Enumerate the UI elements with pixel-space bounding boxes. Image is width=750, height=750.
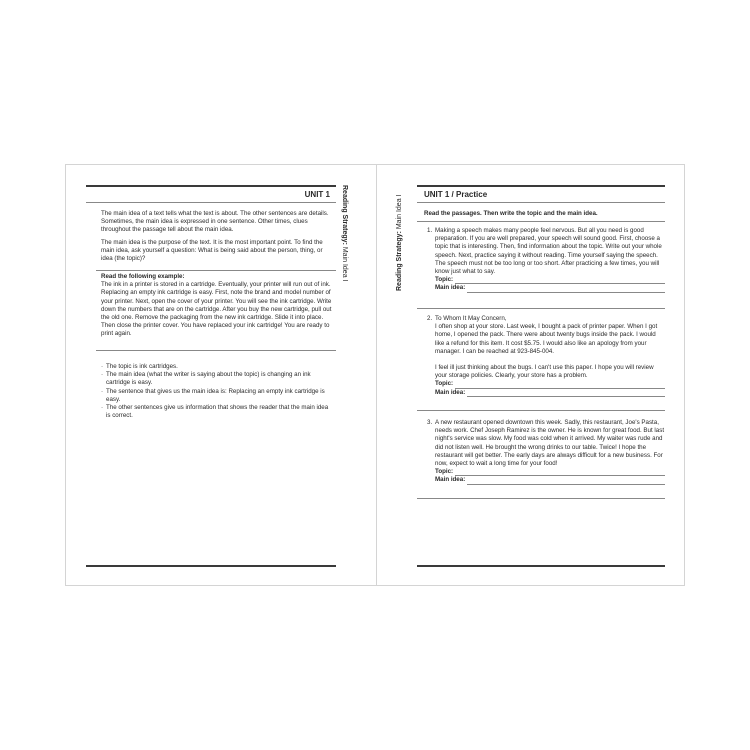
explanation-point: · The other sentences give us information that shows the reader that the main idea is correct.	[101, 404, 333, 420]
intro-text	[101, 210, 333, 267]
explanation-point: · The sentence that gives us the main idea is: Replacing an empty ink cartridge is easy.	[101, 388, 333, 404]
passage-number: 1.	[427, 227, 433, 234]
section-divider	[417, 221, 665, 222]
passage-text: A new restaurant opened downtown this week. Sadly, this restaurant, Joe's Pasta, needs work. Chef Joseph Ramirez is the owner. He is known for great food. But last night's service was slow. My food was cold when it arrived. My waiter was rude and did not listen well. He brought the wrong drinks to our table. Twice! I hope the restaurant will get better. The early days are always difficult for a new business. For now, expect to wait a long time for your food!	[435, 419, 665, 468]
topic-field[interactable]	[435, 276, 665, 284]
side-label-rest: Main Idea I	[341, 244, 348, 282]
main-idea-answer-line[interactable]	[467, 286, 665, 293]
letter-greeting: To Whom It May Concern,	[435, 315, 507, 322]
side-label-rest: Main Idea I	[396, 194, 403, 232]
section-divider	[417, 498, 665, 499]
side-label-strong: Reading Strategy:	[396, 231, 403, 291]
passage-number: 3.	[427, 419, 433, 426]
passage-3	[427, 419, 665, 485]
section-divider	[96, 350, 336, 351]
passage-text: Making a speech makes many people feel nervous. But all you need is good preparation. If you are well prepared, your speech will sound good. First, choose a topic that is interesting. Then, find information about the topic. Write out your whole speech. Next, practice saying it without reading. Time yourself saying the speech. The speech must not be too long or too short. After practicing a few times, you will know just what to say.	[435, 227, 662, 276]
book-spread	[65, 164, 685, 586]
footer-rule	[417, 565, 665, 567]
passage-2	[427, 315, 665, 397]
main-idea-field[interactable]	[435, 476, 665, 484]
passage-1	[427, 227, 665, 293]
section-divider	[417, 308, 665, 309]
topic-field[interactable]	[435, 380, 665, 388]
left-page	[66, 165, 376, 585]
passage-text: I feel ill just thinking about the bugs. I can't use this paper. I hope you will review your storage policies. Clearly, your store has a problem.	[435, 364, 654, 380]
example-text: The ink in a printer is stored in a cartridge. Eventually, your printer will run out of ink. Replacing an empty ink cartridge is easy. First, note the brand and model number of your printer. Next, open the cover of your printer. You will see the ink cartridge. Write down the numbers that are on the cartridge. After you buy the new cartridge, pull out the old one. Remove the packaging from the new ink cartridge. Slide it into place. Then close the printer cover. You have replaced your ink cartridge! You are ready to print again.	[101, 281, 332, 338]
topic-answer-line[interactable]	[455, 469, 665, 476]
explanation-list	[101, 363, 333, 420]
side-label	[396, 195, 403, 291]
header-underline	[86, 202, 336, 203]
example-heading: Read the following example:	[101, 273, 185, 280]
side-label-strong: Reading Strategy:	[341, 185, 348, 245]
practice-title: UNIT 1 / Practice	[424, 190, 488, 199]
main-idea-field[interactable]	[435, 284, 665, 292]
section-divider	[96, 270, 336, 271]
main-idea-label: Main idea:	[435, 476, 466, 484]
main-idea-answer-line[interactable]	[467, 478, 665, 485]
unit-title: UNIT 1	[304, 190, 330, 199]
topic-field[interactable]	[435, 468, 665, 476]
main-idea-field[interactable]	[435, 389, 665, 397]
topic-label: Topic:	[435, 380, 454, 388]
footer-rule	[86, 565, 336, 567]
topic-label: Topic:	[435, 276, 454, 284]
header-rule	[417, 185, 665, 187]
instruction: Read the passages. Then write the topic and the main idea.	[424, 210, 598, 217]
section-divider	[417, 410, 665, 411]
example-box	[101, 273, 333, 339]
explanation-point: · The topic is ink cartridges.	[101, 363, 333, 371]
main-idea-label: Main idea:	[435, 284, 466, 292]
right-page	[377, 165, 686, 585]
intro-paragraph: The main idea is the purpose of the text. It is the most important point. To find the main idea, ask yourself a question: What is being said about the person, thing, or idea (the topic)?	[101, 238, 323, 263]
passage-number: 2.	[427, 315, 433, 322]
passage-text: I often shop at your store. Last week, I bought a pack of printer paper. When I got home, I opened the pack. There were about twenty bugs inside the pack. I would like a refund for this item. It cost $5.75. I would also like an apology from your manager. I can be reached at 923-845-004.	[435, 323, 658, 355]
topic-label: Topic:	[435, 468, 454, 476]
main-idea-answer-line[interactable]	[467, 390, 665, 397]
explanation-point: · The main idea (what the writer is saying about the topic) is changing an ink cartridge is easy.	[101, 371, 333, 387]
side-label	[341, 185, 348, 281]
header-rule	[86, 185, 336, 187]
topic-answer-line[interactable]	[455, 277, 665, 284]
intro-paragraph: The main idea of a text tells what the text is about. The other sentences are details. Sometimes, the main idea is expressed in one sentence. Other times, clues throughout the passage tell about the main idea.	[101, 210, 329, 234]
header-underline	[417, 202, 665, 203]
topic-answer-line[interactable]	[455, 382, 665, 389]
main-idea-label: Main idea:	[435, 388, 466, 396]
